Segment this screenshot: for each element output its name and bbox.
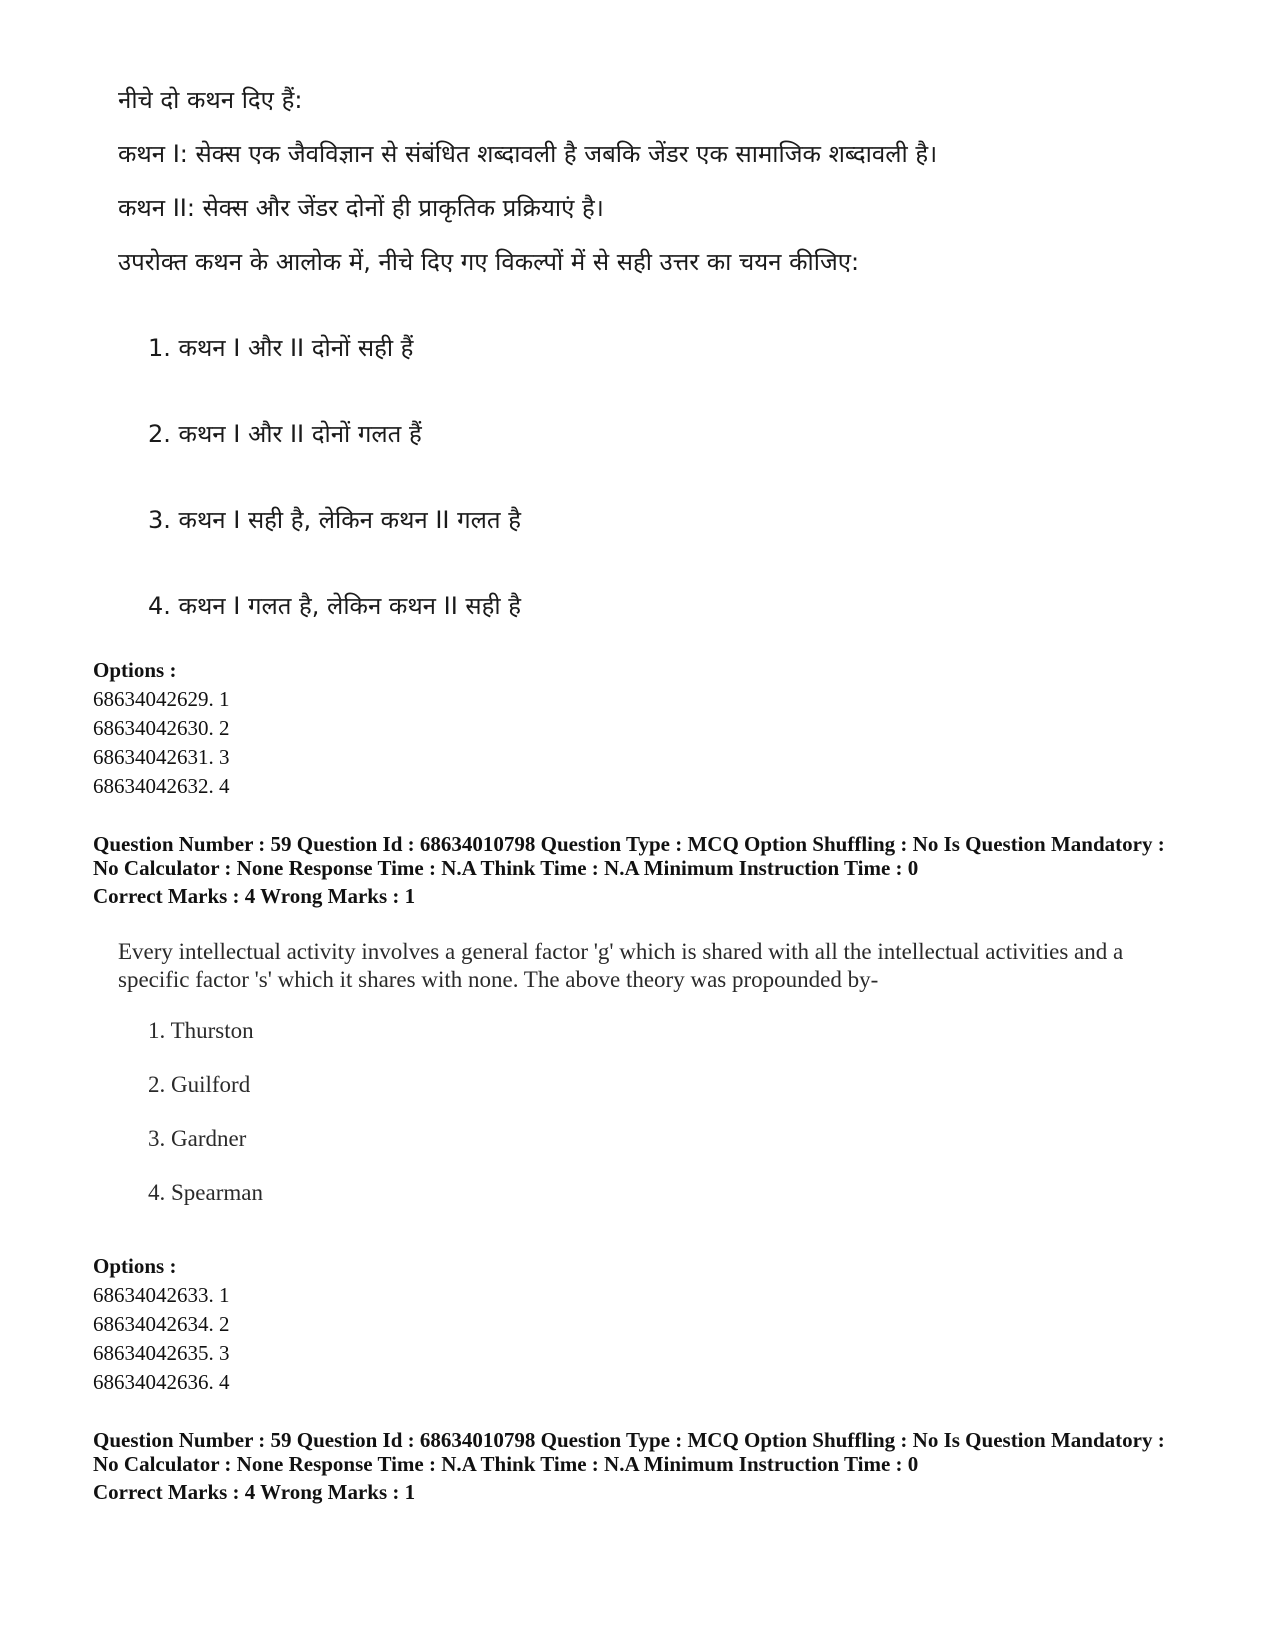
option-item: 68634042629. 1 (93, 687, 230, 711)
question-text-line: Every intellectual activity involves a general factor 'g' which is shared with all the intellectual activities and a (118, 939, 1124, 964)
statement-2: कथन II: सेक्स और जेंडर दोनों ही प्राकृतिक प्रक्रियाएं है। (118, 194, 604, 222)
choice-item: 1. कथन I और II दोनों सही हैं (148, 334, 414, 362)
option-item: 68634042635. 3 (93, 1341, 230, 1365)
option-item: 68634042634. 2 (93, 1312, 230, 1336)
statement-1: कथन I: सेक्स एक जैवविज्ञान से संबंधित शब्दावली है जबकि जेंडर एक सामाजिक शब्दावली है। (118, 140, 938, 168)
option-item: 68634042631. 3 (93, 745, 230, 769)
option-item: 68634042633. 1 (93, 1283, 230, 1307)
option-item: 68634042632. 4 (93, 774, 230, 798)
question-text (118, 938, 1158, 994)
choice-item: 2. Guilford (148, 1072, 251, 1097)
option-item: 68634042636. 4 (93, 1370, 230, 1394)
choice-item: 3. Gardner (148, 1126, 247, 1151)
question-meta-line: Question Number : 59 Question Id : 68634010798 Question Type : MCQ Option Shuffling : No Is Question Mandatory : (93, 832, 1165, 856)
question-meta-line: No Calculator : None Response Time : N.A Think Time : N.A Minimum Instruction Time : 0 (93, 856, 919, 880)
question-meta-line: No Calculator : None Response Time : N.A Think Time : N.A Minimum Instruction Time : 0 (93, 1452, 919, 1476)
english-question-block (118, 938, 1158, 1232)
options-list (93, 1252, 230, 1397)
english-choice-list (148, 1016, 1158, 1232)
question-prompt: उपरोक्त कथन के आलोक में, नीचे दिए गए विकल्पों में से सही उत्तर का चयन कीजिए: (118, 248, 860, 276)
options-title: Options : (93, 658, 177, 682)
choice-item: 1. Thurston (148, 1018, 254, 1043)
options-title: Options : (93, 1254, 177, 1278)
choice-item: 4. कथन I गलत है, लेकिन कथन II सही है (148, 592, 521, 620)
question-text-line: specific factor 's' which it shares with none. The above theory was propounded by- (118, 967, 879, 992)
hindi-question-block (118, 82, 1118, 674)
question-meta (93, 1428, 1203, 1504)
statement-intro: नीचे दो कथन दिए हैं: (118, 86, 303, 114)
question-meta-line: Question Number : 59 Question Id : 68634010798 Question Type : MCQ Option Shuffling : No Is Question Mandatory : (93, 1428, 1165, 1452)
options-list (93, 656, 230, 801)
choice-item: 4. Spearman (148, 1180, 263, 1205)
question-meta (93, 832, 1203, 908)
choice-item: 2. कथन I और II दोनों गलत हैं (148, 420, 422, 448)
marks-line: Correct Marks : 4 Wrong Marks : 1 (93, 884, 416, 908)
choice-item: 3. कथन I सही है, लेकिन कथन II गलत है (148, 506, 521, 534)
marks-line: Correct Marks : 4 Wrong Marks : 1 (93, 1480, 416, 1504)
hindi-choice-list (148, 330, 1118, 674)
option-item: 68634042630. 2 (93, 716, 230, 740)
